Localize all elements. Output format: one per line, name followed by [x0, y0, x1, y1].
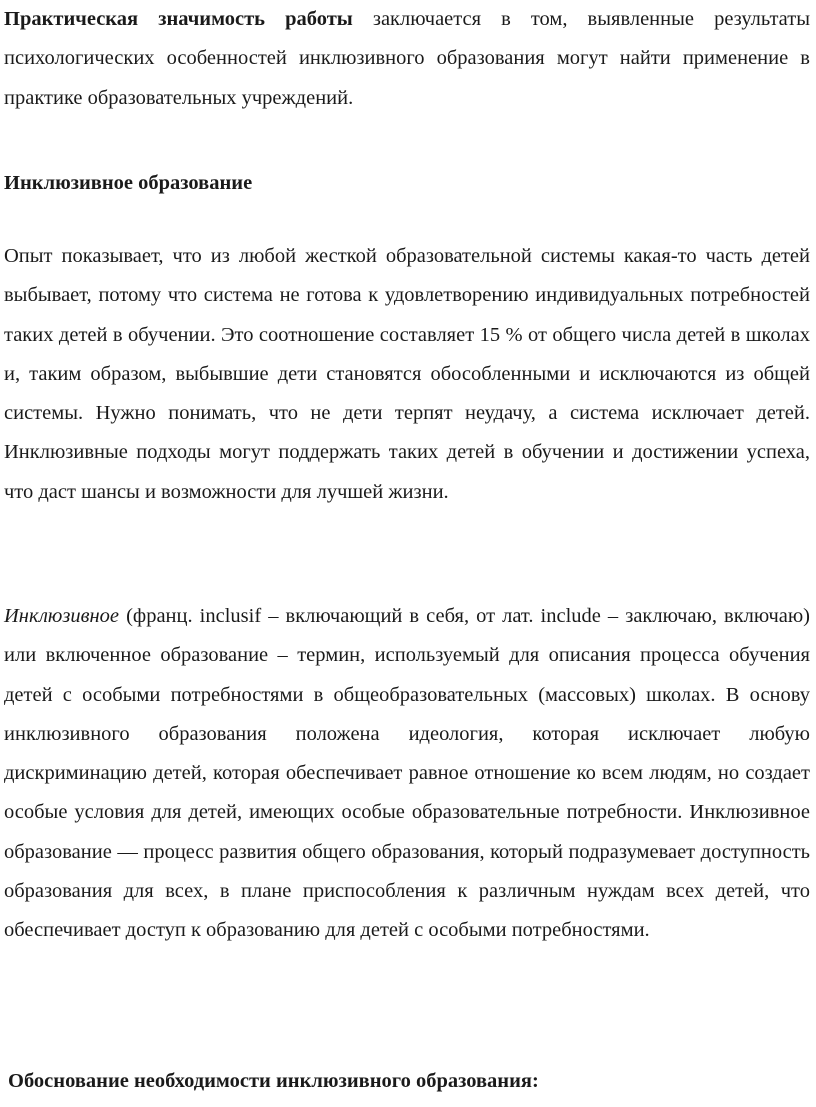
definition-term: Инклюзивное: [4, 605, 120, 627]
practical-significance-lead: Практическая значимость работы: [4, 8, 353, 30]
definition-text: (франц. inclusif – включающий в себя, от лат. include – заключаю, включаю) или включенное образование – термин, используемый для описания процесса обучения детей с особыми потребностями в общеобразовательных (массовых) школах. В основу инклюзивного образования положена идеология, которая исключает любую дискриминацию детей, которая обеспечивает равное отношение ко всем людям, но создает особые условия для детей, имеющих особые образовательные потребности. Инклюзивное образование — процесс развития общего образования, который подразумевает доступность образования для всех, в плане приспособления к различным нуждам всех детей, что обеспечивает доступ к образованию для детей с особыми потребностями.: [4, 605, 810, 942]
definition-paragraph: [4, 597, 810, 951]
experience-paragraph: Опыт показывает, что из любой жесткой образовательной системы какая-то часть детей выбывает, потому что система не готова к удовлетворению индивидуальных потребностей таких детей в обучении. Это соотношение составляет 15 % от общего числа детей в школах и, таким образом, выбывшие дети становятся обособленными и исключаются из общей системы. Нужно понимать, что не дети терпят неудачу, а система исключает детей. Инклюзивные подходы могут поддержать таких детей в обучении и достижении успеха, что даст шансы и возможности для лучшей жизни.: [4, 245, 810, 503]
section-heading-justification: Обоснование необходимости инклюзивного образования:: [8, 1070, 539, 1092]
section-heading-inclusive-education: Инклюзивное образование: [4, 172, 253, 194]
practical-significance-text: заключается в том, выявленные результаты психологических особенностей инклюзивного образования могут найти применение в практике образовательных учреждений.: [4, 8, 810, 109]
practical-significance-paragraph: [4, 0, 810, 118]
